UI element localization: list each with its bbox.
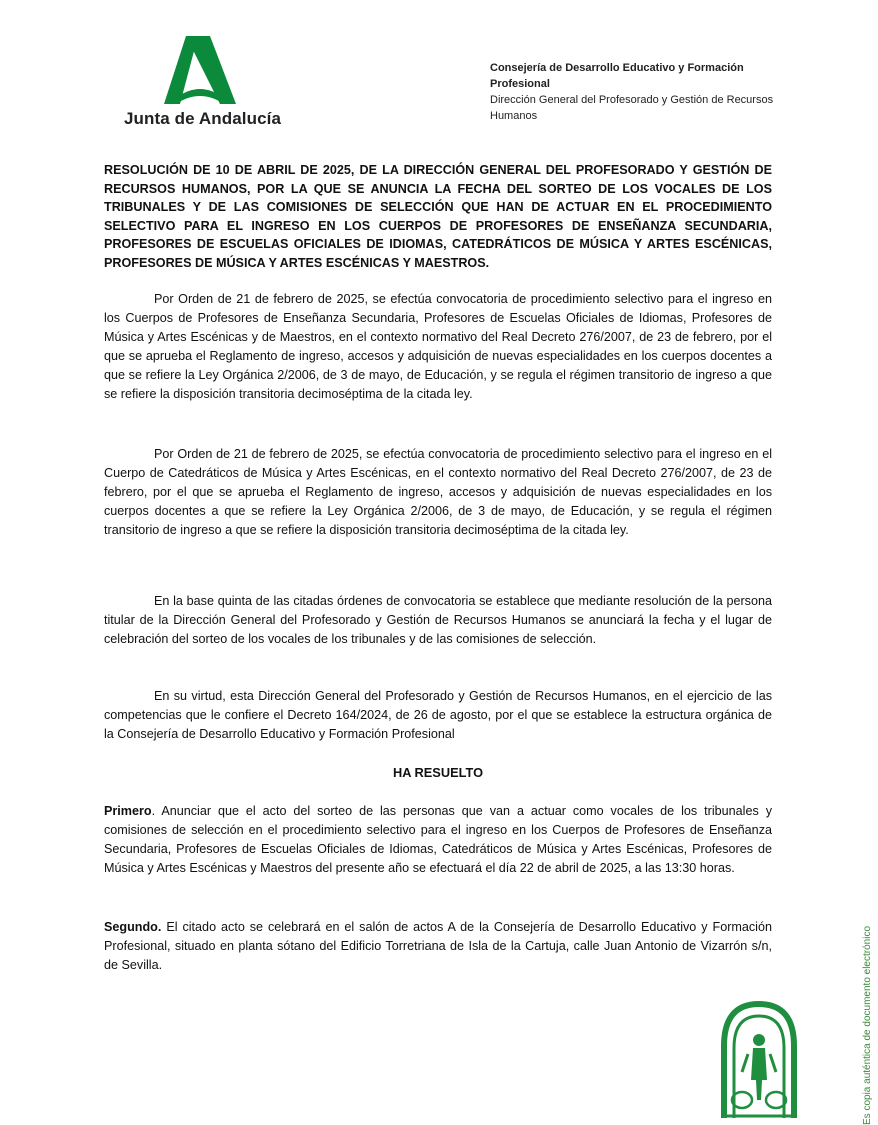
department-name: Consejería de Desarrollo Educativo y Formación Profesional xyxy=(490,62,744,90)
paragraph-2: Por Orden de 21 de febrero de 2025, se efectúa convocatoria de procedimiento selectivo para el ingreso en el Cuerpo de Catedráticos de Música y Artes Escénicas, en el contexto normativo del Real Decreto 276/2007, de 23 de febrero, por el que se aprueba el Reglamento de ingreso, accesos y adquisición de nuevas especialidades en los cuerpos docentes a que se refiere la Ley Orgánica 2/2006, de 3 de mayo, de Educación, y se regula el régimen transitorio de ingreso a que se refiere la disposición transitoria decimoséptima de la citada ley. xyxy=(104,447,772,538)
segundo-text: El citado acto se celebrará en el salón de actos A de la Consejería de Desarrollo Educativo y Formación Profesional, situado en planta sótano del Edificio Torretriana de Isla de la Cartuja, calle Juan Antonio de Vizarrón s/n, de Sevilla. xyxy=(104,920,772,973)
issuing-body xyxy=(490,60,780,124)
paragraph-3: En la base quinta de las citadas órdenes de convocatoria se establece que mediante resolución de la persona titular de la Dirección General del Profesorado y Gestión de Recursos Humanos se anunciará la fecha y el lugar de celebración del sorteo de los vocales de los tribunales y de las comisiones de selección. xyxy=(104,594,772,647)
resolved-heading: HA RESUELTO xyxy=(392,765,484,780)
direction-name: Dirección General del Profesorado y Gestión de Recursos Humanos xyxy=(490,94,774,122)
junta-logo xyxy=(104,36,304,136)
paragraph-1: Por Orden de 21 de febrero de 2025, se efectúa convocatoria de procedimiento selectivo para el ingreso en los Cuerpos de Profesores de Enseñanza Secundaria, Profesores de Escuelas Oficiales de Idiomas, Profesores de Música y Artes Escénicas y de Maestros, en el contexto normativo del Real Decreto 276/2007, de 23 de febrero, por el que se aprueba el Reglamento de ingreso, accesos y adquisición de nuevas especialidades en los cuerpos docentes a que se refiere la Ley Orgánica 2/2006, de 3 de mayo, de Educación, y se regula el régimen transitorio de ingreso a que se refiere la disposición transitoria decimoséptima de la citada ley. xyxy=(104,292,772,402)
segundo-label: Segundo. xyxy=(104,920,162,934)
paragraph-4: En su virtud, esta Dirección General del Profesorado y Gestión de Recursos Humanos, en el ejercicio de las competencias que le confiere el Decreto 164/2024, de 26 de agosto, por el que se establece la estructura orgánica de la Consejería de Desarrollo Educativo y Formación Profesional xyxy=(104,689,772,742)
logo-text: Junta de Andalucía xyxy=(124,109,282,128)
authentic-copy-note: Es copia auténtica de documento electrónico xyxy=(862,925,873,1125)
article-segundo xyxy=(104,918,772,975)
primero-text: . Anunciar que el acto del sorteo de las personas que van a actuar como vocales de los tribunales y comisiones de selección en el procedimiento selectivo para el ingreso en los Cuerpos de Profesores de Enseñanza Secundaria, Profesores de Escuelas Oficiales de Idiomas, Catedráticos de Música y Artes Escénicas, Profesores de Música y Artes Escénicas y Maestros del presente año se efectuará el día 22 de abril de 2025, a las 13:30 horas. xyxy=(104,804,772,876)
primero-label: Primero xyxy=(104,804,152,818)
junta-andalucia-a-icon xyxy=(164,36,236,106)
andalucia-coat-of-arms-icon xyxy=(718,1000,800,1120)
article-primero xyxy=(104,802,772,878)
resolution-title: RESOLUCIÓN DE 10 DE ABRIL DE 2025, DE LA DIRECCIÓN GENERAL DEL PROFESORADO Y GESTIÓN DE RECURSOS HUMANOS, POR LA QUE SE ANUNCIA LA FECHA DEL SORTEO DE LOS VOCALES DE LOS TRIBUNALES Y DE LAS COMISIONES DE SELECCIÓN QUE HAN DE ACTUAR EN EL PROCEDIMIENTO SELECTIVO PARA EL INGRESO EN LOS CUERPOS DE PROFESORES DE ENSEÑANZA SECUNDARIA, PROFESORES DE ESCUELAS OFICIALES DE IDIOMAS, CATEDRÁTICOS DE MÚSICA Y ARTES ESCÉNICAS, PROFESORES DE MÚSICA Y ARTES ESCÉNICAS Y MAESTROS. xyxy=(104,163,772,270)
